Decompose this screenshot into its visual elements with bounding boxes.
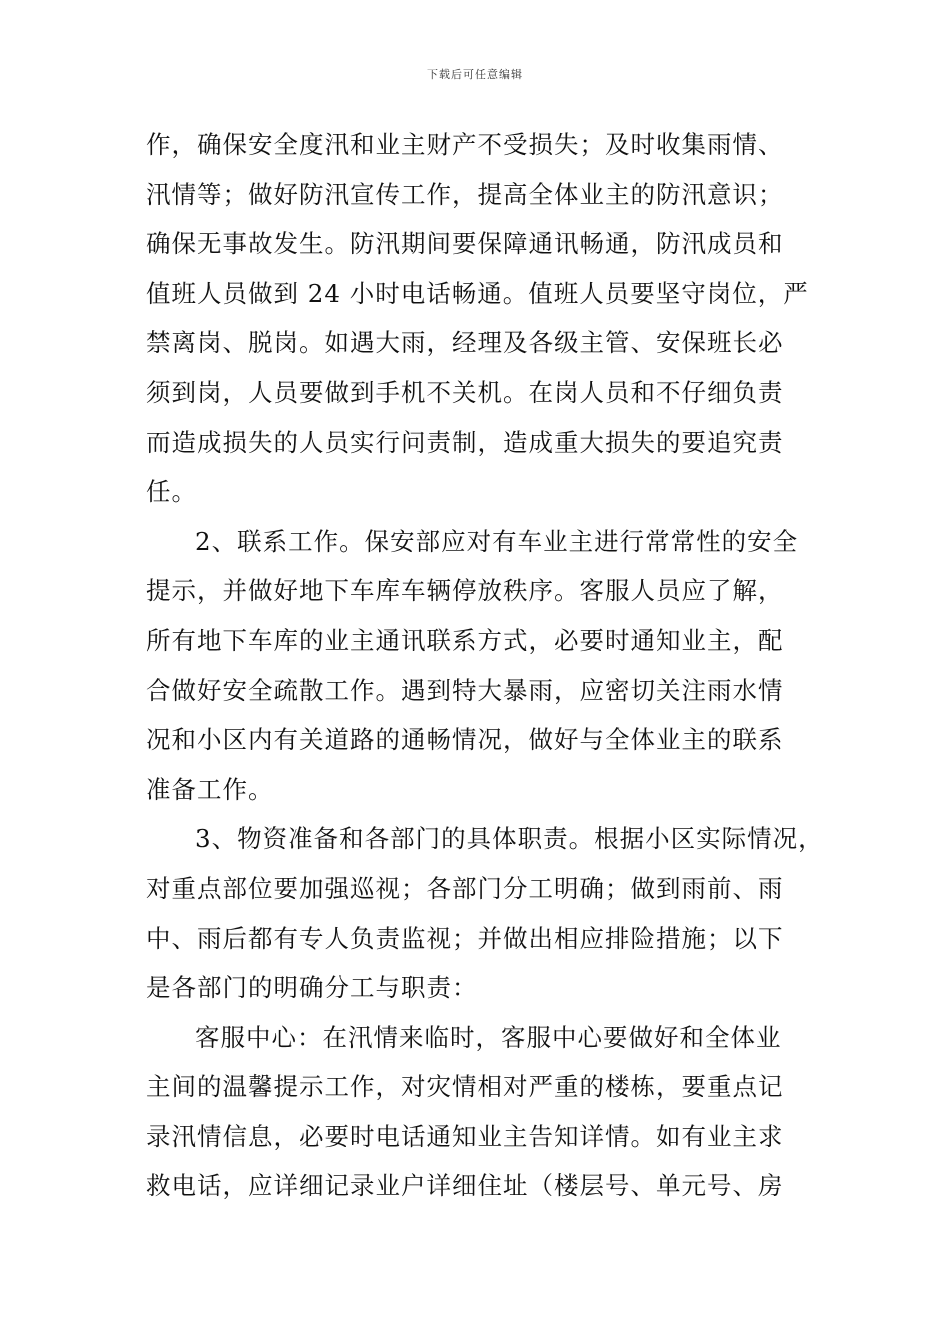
- text-line: 救电话，应详细记录业户详细住址（楼层号、单元号、房: [146, 1171, 784, 1201]
- text-line: 确保无事故发生。防汛期间要保障通讯畅通，防汛成员和: [146, 229, 784, 259]
- page-header-note: 下载后可任意编辑: [427, 68, 523, 81]
- text-line: 是各部门的明确分工与职责：: [146, 973, 478, 1003]
- text-line: 合做好安全疏散工作。遇到特大暴雨，应密切关注雨水情: [146, 675, 784, 705]
- text-line: 对重点部位要加强巡视；各部门分工明确；做到雨前、雨: [146, 873, 784, 903]
- text-line: 准备工作。: [146, 774, 274, 804]
- text-line: 禁离岗、脱岗。如遇大雨，经理及各级主管、安保班长必: [146, 328, 784, 358]
- text-line: 作，确保安全度汛和业主财产不受损失；及时收集雨情、: [146, 130, 784, 159]
- text-line: 提示，并做好地下车库车辆停放秩序。客服人员应了解，: [146, 576, 784, 606]
- text-line: 须到岗，人员要做到手机不关机。在岗人员和不仔细负责: [146, 377, 784, 407]
- text-line: 况和小区内有关道路的通畅情况，做好与全体业主的联系: [146, 725, 784, 755]
- paragraph-start-line: 3、物资准备和各部门的具体职责。根据小区实际情况，: [195, 824, 824, 854]
- text-line: 值班人员做到 24 小时电话畅通。值班人员要坚守岗位，严: [146, 278, 809, 308]
- text-line: 主间的温馨提示工作，对灾情相对严重的楼栋，要重点记: [146, 1072, 784, 1102]
- paragraph-start-line: 2、联系工作。保安部应对有车业主进行常常性的安全: [195, 526, 799, 556]
- text-line: 任。: [146, 477, 197, 507]
- text-line: 汛情等；做好防汛宣传工作，提高全体业主的防汛意识；: [146, 179, 784, 209]
- text-line: 中、雨后都有专人负责监视；并做出相应排险措施；以下: [146, 923, 784, 953]
- document-body: [146, 120, 826, 1211]
- text-line: 所有地下车库的业主通讯联系方式，必要时通知业主，配: [146, 625, 784, 655]
- text-line: 而造成损失的人员实行问责制，造成重大损失的要追究责: [146, 427, 784, 457]
- paragraph-start-line: 客服中心：在汛情来临时，客服中心要做好和全体业: [195, 1022, 782, 1052]
- text-line: 录汛情信息，必要时电话通知业主告知详情。如有业主求: [146, 1121, 784, 1151]
